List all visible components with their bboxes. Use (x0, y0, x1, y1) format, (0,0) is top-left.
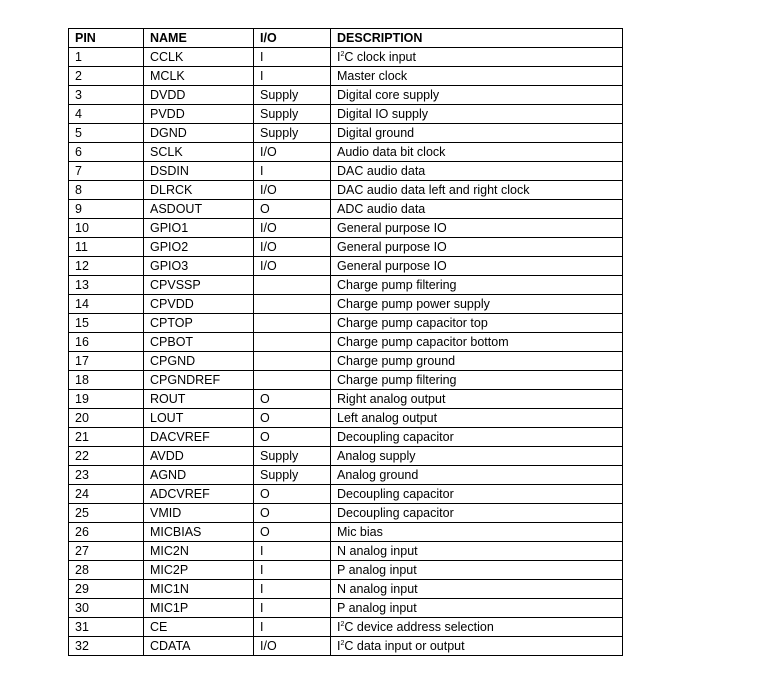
pin-number-cell: 15 (69, 314, 144, 333)
pin-description-cell (331, 371, 623, 390)
pin-number-cell: 4 (69, 105, 144, 124)
pin-description-cell (331, 352, 623, 371)
pin-description-cell (331, 124, 623, 143)
pin-name-cell: GPIO2 (144, 238, 254, 257)
pin-number-cell: 21 (69, 428, 144, 447)
pin-description-cell (331, 314, 623, 333)
table-row (69, 599, 623, 618)
pin-description-cell (331, 181, 623, 200)
pin-io-cell: I/O (254, 238, 331, 257)
description-prefix: I (337, 619, 341, 634)
pin-io-cell (254, 276, 331, 295)
pin-number-cell: 28 (69, 561, 144, 580)
pin-number-cell: 31 (69, 618, 144, 637)
description-text: C clock input (344, 49, 416, 64)
pin-description-cell (331, 428, 623, 447)
pin-description-cell (331, 333, 623, 352)
table-row (69, 618, 623, 637)
table-row (69, 390, 623, 409)
pin-number-cell: 17 (69, 352, 144, 371)
header-row (69, 29, 623, 48)
table-row (69, 238, 623, 257)
description-text: General purpose IO (337, 220, 447, 235)
pin-io-cell: O (254, 200, 331, 219)
pin-description-cell (331, 276, 623, 295)
description-text: Charge pump ground (337, 353, 456, 368)
pin-name-cell: DACVREF (144, 428, 254, 447)
pin-io-cell: O (254, 428, 331, 447)
header-pin: PIN (69, 29, 144, 48)
table-row (69, 86, 623, 105)
pin-number-cell: 23 (69, 466, 144, 485)
pin-name-cell: CPGND (144, 352, 254, 371)
pin-io-cell: I (254, 542, 331, 561)
description-text: Analog ground (337, 467, 419, 482)
pin-description-cell (331, 580, 623, 599)
table-row (69, 200, 623, 219)
pin-description-cell (331, 86, 623, 105)
pin-description-cell (331, 48, 623, 67)
pin-number-cell: 1 (69, 48, 144, 67)
pin-name-cell: GPIO3 (144, 257, 254, 276)
table-row (69, 181, 623, 200)
pin-number-cell: 2 (69, 67, 144, 86)
description-prefix: I (337, 638, 341, 653)
description-text: Charge pump filtering (337, 277, 457, 292)
pin-description-cell (331, 523, 623, 542)
pin-number-cell: 5 (69, 124, 144, 143)
pin-description-cell (331, 390, 623, 409)
pin-description-cell (331, 485, 623, 504)
pin-number-cell: 6 (69, 143, 144, 162)
pin-number-cell: 26 (69, 523, 144, 542)
table-row (69, 162, 623, 181)
pin-io-cell: I/O (254, 219, 331, 238)
pin-description-cell (331, 504, 623, 523)
pin-description-cell (331, 466, 623, 485)
pin-number-cell: 25 (69, 504, 144, 523)
description-text: DAC audio data left and right clock (337, 182, 530, 197)
description-text: Analog supply (337, 448, 416, 463)
pin-io-cell: I (254, 48, 331, 67)
pin-description-cell (331, 143, 623, 162)
description-text: Left analog output (337, 410, 438, 425)
description-text: Digital IO supply (337, 106, 429, 121)
pin-number-cell: 27 (69, 542, 144, 561)
description-prefix: I (337, 49, 341, 64)
pin-number-cell: 22 (69, 447, 144, 466)
pin-io-cell: O (254, 409, 331, 428)
table-row (69, 276, 623, 295)
pin-name-cell: ASDOUT (144, 200, 254, 219)
table-row (69, 48, 623, 67)
pin-description-cell (331, 409, 623, 428)
description-text: General purpose IO (337, 239, 447, 254)
pin-name-cell: CCLK (144, 48, 254, 67)
pin-number-cell: 13 (69, 276, 144, 295)
pin-number-cell: 10 (69, 219, 144, 238)
pin-io-cell (254, 352, 331, 371)
pin-number-cell: 19 (69, 390, 144, 409)
pin-name-cell: MIC1N (144, 580, 254, 599)
pin-name-cell: MIC2P (144, 561, 254, 580)
pin-name-cell: MCLK (144, 67, 254, 86)
description-superscript: 2 (340, 639, 345, 647)
pin-number-cell: 11 (69, 238, 144, 257)
table-row (69, 333, 623, 352)
pin-number-cell: 29 (69, 580, 144, 599)
table-row (69, 542, 623, 561)
table-header (69, 29, 623, 48)
table-row (69, 371, 623, 390)
description-text: Digital ground (337, 125, 415, 140)
pin-io-cell: I (254, 561, 331, 580)
pin-name-cell: AVDD (144, 447, 254, 466)
pin-name-cell: MIC2N (144, 542, 254, 561)
description-text: N analog input (337, 581, 418, 596)
table-row (69, 428, 623, 447)
pin-io-cell: I/O (254, 143, 331, 162)
description-text: Mic bias (337, 524, 383, 539)
description-superscript: 2 (340, 50, 345, 58)
pin-name-cell: CPBOT (144, 333, 254, 352)
pin-name-cell: DGND (144, 124, 254, 143)
table-body (69, 48, 623, 656)
pin-description-cell (331, 162, 623, 181)
table-row (69, 409, 623, 428)
table-row (69, 143, 623, 162)
pin-name-cell: SCLK (144, 143, 254, 162)
table-row (69, 466, 623, 485)
description-text: Charge pump capacitor bottom (337, 334, 509, 349)
pin-description-cell (331, 542, 623, 561)
description-text: N analog input (337, 543, 418, 558)
pin-io-cell: I/O (254, 257, 331, 276)
pin-description-cell (331, 295, 623, 314)
pin-io-cell: O (254, 485, 331, 504)
description-text: Master clock (337, 68, 408, 83)
table-row (69, 219, 623, 238)
header-description: DESCRIPTION (331, 29, 623, 48)
pin-name-cell: MICBIAS (144, 523, 254, 542)
pin-name-cell: PVDD (144, 105, 254, 124)
pin-name-cell: MIC1P (144, 599, 254, 618)
description-text: General purpose IO (337, 258, 447, 273)
pin-io-cell: I (254, 67, 331, 86)
description-superscript: 2 (340, 620, 345, 628)
pin-number-cell: 16 (69, 333, 144, 352)
description-text: Right analog output (337, 391, 446, 406)
table-row (69, 580, 623, 599)
pin-name-cell: CE (144, 618, 254, 637)
pin-number-cell: 12 (69, 257, 144, 276)
description-text: Decoupling capacitor (337, 505, 454, 520)
pin-name-cell: ROUT (144, 390, 254, 409)
description-text: Decoupling capacitor (337, 429, 454, 444)
pin-description-cell (331, 219, 623, 238)
table-row (69, 314, 623, 333)
pin-io-cell: Supply (254, 447, 331, 466)
pin-io-cell: O (254, 523, 331, 542)
description-text: C data input or output (344, 638, 465, 653)
pin-io-cell: I (254, 599, 331, 618)
description-text: DAC audio data (337, 163, 426, 178)
pin-io-cell: O (254, 504, 331, 523)
pin-io-cell: I (254, 580, 331, 599)
pin-number-cell: 32 (69, 637, 144, 656)
pin-io-cell: Supply (254, 105, 331, 124)
pin-name-cell: CPVSSP (144, 276, 254, 295)
description-text: Decoupling capacitor (337, 486, 454, 501)
pin-name-cell: GPIO1 (144, 219, 254, 238)
table-row (69, 257, 623, 276)
pin-name-cell: CPTOP (144, 314, 254, 333)
pin-name-cell: AGND (144, 466, 254, 485)
pin-io-cell: Supply (254, 86, 331, 105)
table-row (69, 295, 623, 314)
pin-io-cell: I (254, 618, 331, 637)
pin-number-cell: 7 (69, 162, 144, 181)
pin-description-cell (331, 105, 623, 124)
table-row (69, 504, 623, 523)
pin-io-cell (254, 371, 331, 390)
pin-number-cell: 18 (69, 371, 144, 390)
pin-name-cell: ADCVREF (144, 485, 254, 504)
table-row (69, 447, 623, 466)
pin-number-cell: 8 (69, 181, 144, 200)
pin-name-cell: DLRCK (144, 181, 254, 200)
description-text: P analog input (337, 600, 417, 615)
description-text: ADC audio data (337, 201, 426, 216)
pin-io-cell: I (254, 162, 331, 181)
description-text: P analog input (337, 562, 417, 577)
table-row (69, 124, 623, 143)
description-text: Audio data bit clock (337, 144, 446, 159)
table-row (69, 561, 623, 580)
pin-description-cell (331, 599, 623, 618)
pin-name-cell: CPVDD (144, 295, 254, 314)
description-text: Charge pump capacitor top (337, 315, 488, 330)
table-row (69, 67, 623, 86)
pin-description-cell (331, 637, 623, 656)
pin-description-cell (331, 67, 623, 86)
header-io: I/O (254, 29, 331, 48)
pin-description-cell (331, 238, 623, 257)
pin-description-cell (331, 618, 623, 637)
pin-number-cell: 24 (69, 485, 144, 504)
description-text: Charge pump filtering (337, 372, 457, 387)
pin-number-cell: 9 (69, 200, 144, 219)
pin-io-cell: O (254, 390, 331, 409)
pin-io-cell: I/O (254, 637, 331, 656)
pin-description-cell (331, 200, 623, 219)
table-row (69, 523, 623, 542)
table-row (69, 352, 623, 371)
pin-table (68, 28, 623, 656)
pin-name-cell: DSDIN (144, 162, 254, 181)
pin-io-cell (254, 333, 331, 352)
pin-description-cell (331, 561, 623, 580)
pin-io-cell (254, 314, 331, 333)
pin-number-cell: 30 (69, 599, 144, 618)
header-name: NAME (144, 29, 254, 48)
pin-io-cell: Supply (254, 124, 331, 143)
pin-description-cell (331, 447, 623, 466)
table-row (69, 637, 623, 656)
description-text: Charge pump power supply (337, 296, 490, 311)
pin-io-cell (254, 295, 331, 314)
pin-description-cell (331, 257, 623, 276)
pin-name-cell: VMID (144, 504, 254, 523)
pin-name-cell: CPGNDREF (144, 371, 254, 390)
description-text: Digital core supply (337, 87, 440, 102)
pin-name-cell: LOUT (144, 409, 254, 428)
pin-name-cell: CDATA (144, 637, 254, 656)
pin-io-cell: Supply (254, 466, 331, 485)
table-row (69, 485, 623, 504)
pin-number-cell: 20 (69, 409, 144, 428)
pin-name-cell: DVDD (144, 86, 254, 105)
description-text: C device address selection (344, 619, 494, 634)
table-row (69, 105, 623, 124)
pin-number-cell: 14 (69, 295, 144, 314)
pin-io-cell: I/O (254, 181, 331, 200)
pin-number-cell: 3 (69, 86, 144, 105)
